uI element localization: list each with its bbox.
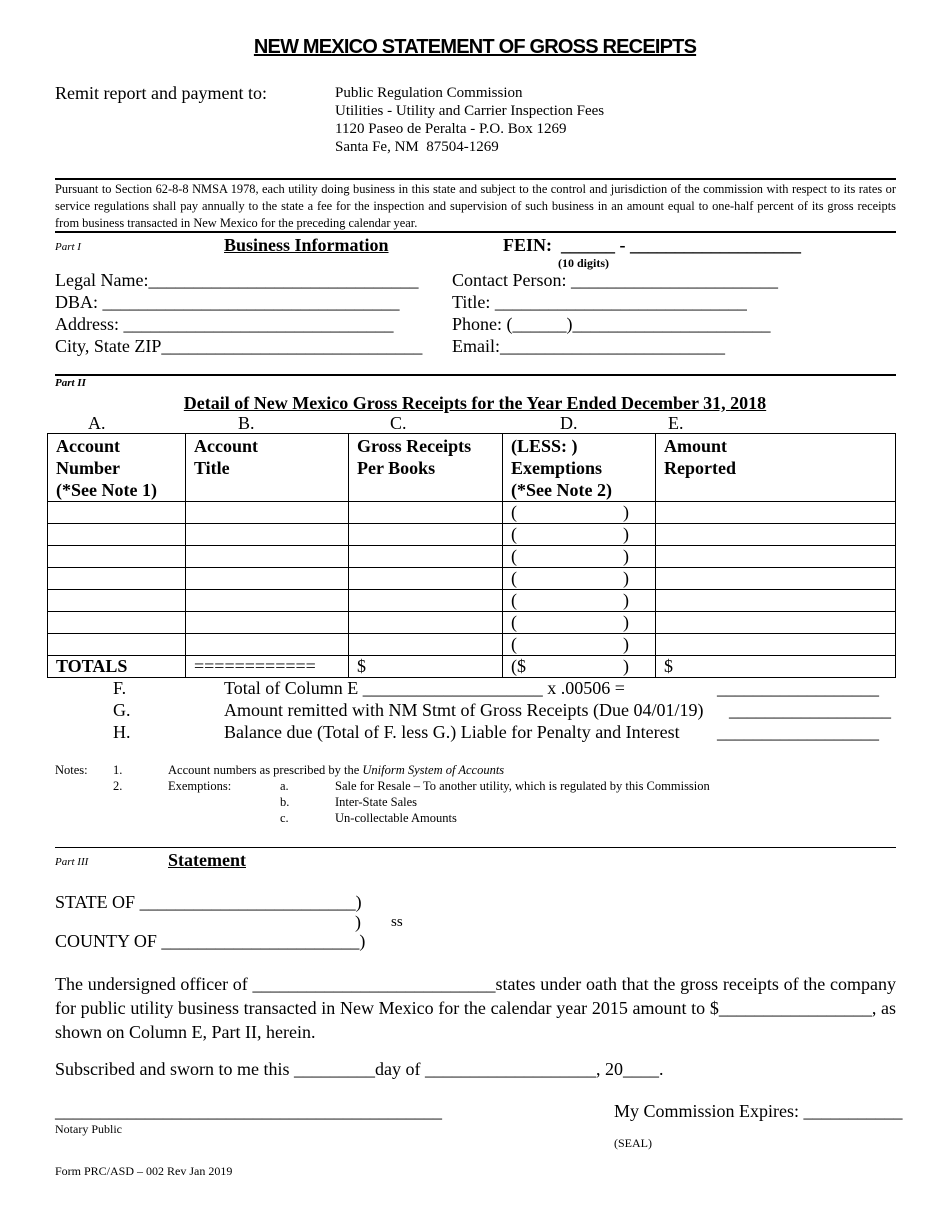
part1-label: Part I [55, 241, 81, 253]
address-field[interactable]: Address: ______________________________ [55, 314, 394, 334]
cell-account-title[interactable] [186, 524, 349, 546]
divider [55, 847, 896, 848]
part2-heading: Detail of New Mexico Gross Receipts for the Year Ended December 31, 2018 [183, 393, 767, 413]
cell-gross-receipts[interactable] [349, 502, 503, 524]
col-letter-b: B. [238, 413, 255, 433]
cell-account-title[interactable] [186, 546, 349, 568]
cell-amount-reported[interactable] [656, 612, 896, 634]
totals-gross-receipts[interactable]: $ [349, 656, 503, 678]
note-1-italic: Uniform System of Accounts [362, 763, 505, 777]
table-row [48, 524, 896, 546]
line-h-letter: H. [113, 722, 131, 742]
dba-field[interactable]: DBA: _________________________________ [55, 292, 400, 312]
cell-amount-reported[interactable] [656, 590, 896, 612]
cell-gross-receipts[interactable] [349, 590, 503, 612]
note-1-text: Account numbers as prescribed by the Uniform System of Accounts [168, 763, 505, 777]
col-letter-d: D. [560, 413, 578, 433]
table-row [48, 612, 896, 634]
col-letter-a: A. [88, 413, 106, 433]
line-g-letter: G. [113, 700, 131, 720]
header-exemptions: (LESS: ) Exemptions (*See Note 2) [503, 434, 656, 502]
line-h-text: Balance due (Total of F. less G.) Liable for Penalty and Interest [224, 722, 680, 742]
legal-name-field[interactable]: Legal Name:______________________________ [55, 270, 419, 290]
cell-account-number[interactable] [48, 546, 186, 568]
cell-amount-reported[interactable] [656, 546, 896, 568]
header-account-title: Account Title [186, 434, 349, 502]
contact-person-field[interactable]: Contact Person: _______________________ [452, 270, 778, 290]
note-2-text: Exemptions: [168, 779, 232, 793]
oath-paragraph: The undersigned officer of ___________________________states under oath that the gross receipts of the company for public utility business transacted in New Mexico for the calendar year 2015 amount to $_________________, as shown on Column E, Part II, herein. [55, 974, 896, 1042]
exemption-text: Inter-State Sales [335, 795, 418, 809]
cell-exemptions[interactable]: ( ) [503, 524, 656, 546]
header-account-number: Account Number (*See Note 1) [48, 434, 186, 502]
divider [55, 231, 896, 233]
cell-account-number[interactable] [48, 502, 186, 524]
cell-amount-reported[interactable] [656, 634, 896, 656]
cell-exemptions[interactable]: ( ) [503, 612, 656, 634]
part3-label: Part III [55, 856, 89, 868]
bracket-middle: ) [355, 912, 361, 932]
sworn-line[interactable]: Subscribed and sworn to me this _________day of ___________________, 20____. [55, 1059, 664, 1079]
exemption-text: Sale for Resale – To another utility, which is regulated by this Commission [335, 779, 710, 793]
totals-exemptions[interactable]: ($ ) [503, 656, 656, 678]
remit-line: Public Regulation Commission [335, 85, 523, 101]
phone-field[interactable]: Phone: (______)______________________ [452, 314, 771, 334]
cell-account-title[interactable] [186, 502, 349, 524]
table-row [48, 590, 896, 612]
remit-line: Santa Fe, NM 87504-1269 [335, 139, 499, 155]
fein-note: (10 digits) [558, 256, 609, 270]
totals-row [48, 656, 896, 678]
cell-account-number[interactable] [48, 612, 186, 634]
form-title: NEW MEXICO STATEMENT OF GROSS RECEIPTS [253, 36, 697, 58]
remit-label: Remit report and payment to: [55, 83, 267, 103]
state-of-field[interactable]: STATE OF ________________________) [55, 892, 362, 912]
note-number: 1. [113, 763, 123, 777]
part1-heading: Business Information [224, 235, 389, 255]
totals-separator: ============ [186, 656, 349, 678]
notes-label: Notes: [55, 763, 88, 777]
line-g-text: Amount remitted with NM Stmt of Gross Receipts (Due 04/01/19) [224, 700, 704, 720]
remit-line: 1120 Paseo de Peralta - P.O. Box 1269 [335, 121, 567, 137]
cell-exemptions[interactable]: ( ) [503, 634, 656, 656]
gross-receipts-table [47, 433, 896, 678]
intro-text: Pursuant to Section 62-8-8 NMSA 1978, each utility doing business in this state and subject to the control and jurisdiction of the commission with respect to its rates or service regulations shall pay annually to the state a fee for the inspection and supervision of such business in an amount equal to one-half percent of its gross receipts from business transacted in New Mexico for the preceding calendar year. [55, 182, 896, 230]
exemption-letter: b. [280, 795, 290, 809]
cell-account-number[interactable] [48, 524, 186, 546]
cell-gross-receipts[interactable] [349, 546, 503, 568]
form-footer: Form PRC/ASD – 002 Rev Jan 2019 [55, 1164, 233, 1178]
cell-account-number[interactable] [48, 590, 186, 612]
county-of-field[interactable]: COUNTY OF ______________________) [55, 931, 366, 951]
cell-gross-receipts[interactable] [349, 524, 503, 546]
cell-amount-reported[interactable] [656, 568, 896, 590]
cell-account-number[interactable] [48, 634, 186, 656]
cell-amount-reported[interactable] [656, 524, 896, 546]
fein-field[interactable]: FEIN: ______ - ___________________ [503, 235, 801, 255]
table-row [48, 502, 896, 524]
email-field[interactable]: Email:_________________________ [452, 336, 725, 356]
totals-amount-reported[interactable]: $ [656, 656, 896, 678]
header-amount-reported: Amount Reported [656, 434, 896, 502]
line-f-text: Total of Column E ____________________ x .00506 = [224, 678, 625, 698]
cell-account-title[interactable] [186, 590, 349, 612]
cell-exemptions[interactable]: ( ) [503, 502, 656, 524]
divider [55, 178, 896, 180]
exemption-text: Un-collectable Amounts [335, 811, 457, 825]
note-number: 2. [113, 779, 123, 793]
table-row [48, 546, 896, 568]
line-f-letter: F. [113, 678, 127, 698]
table-header-row [48, 434, 896, 502]
ss-label: ss [391, 914, 403, 930]
commission-expires-field[interactable]: My Commission Expires: ___________ [614, 1101, 903, 1121]
cell-gross-receipts[interactable] [349, 568, 503, 590]
totals-label: TOTALS [48, 656, 186, 678]
cell-amount-reported[interactable] [656, 502, 896, 524]
title-field[interactable]: Title: ____________________________ [452, 292, 747, 312]
exemption-letter: c. [280, 811, 289, 825]
table-row [48, 568, 896, 590]
part3-heading: Statement [168, 850, 246, 870]
cell-account-title[interactable] [186, 568, 349, 590]
table-row [48, 634, 896, 656]
col-letter-c: C. [390, 413, 407, 433]
line-g-amount[interactable]: __________________ [729, 700, 891, 720]
line-h-amount[interactable]: __________________ [717, 722, 879, 742]
seal-label: (SEAL) [614, 1136, 652, 1150]
cell-exemptions[interactable]: ( ) [503, 568, 656, 590]
col-letter-e: E. [668, 413, 684, 433]
cell-gross-receipts[interactable] [349, 612, 503, 634]
part2-label: Part II [55, 377, 86, 389]
cell-exemptions[interactable]: ( ) [503, 546, 656, 568]
line-f-amount[interactable]: __________________ [717, 678, 879, 698]
exemption-letter: a. [280, 779, 289, 793]
city-state-zip-field[interactable]: City, State ZIP_____________________________ [55, 336, 423, 356]
header-gross-receipts: Gross Receipts Per Books [349, 434, 503, 502]
cell-account-number[interactable] [48, 568, 186, 590]
notary-public-label: Notary Public [55, 1122, 122, 1136]
notary-signature-line[interactable]: ___________________________________________ [55, 1101, 442, 1121]
cell-account-title[interactable] [186, 634, 349, 656]
cell-account-title[interactable] [186, 612, 349, 634]
cell-gross-receipts[interactable] [349, 634, 503, 656]
cell-exemptions[interactable]: ( ) [503, 590, 656, 612]
divider [55, 374, 896, 376]
remit-line: Utilities - Utility and Carrier Inspection Fees [335, 103, 605, 119]
